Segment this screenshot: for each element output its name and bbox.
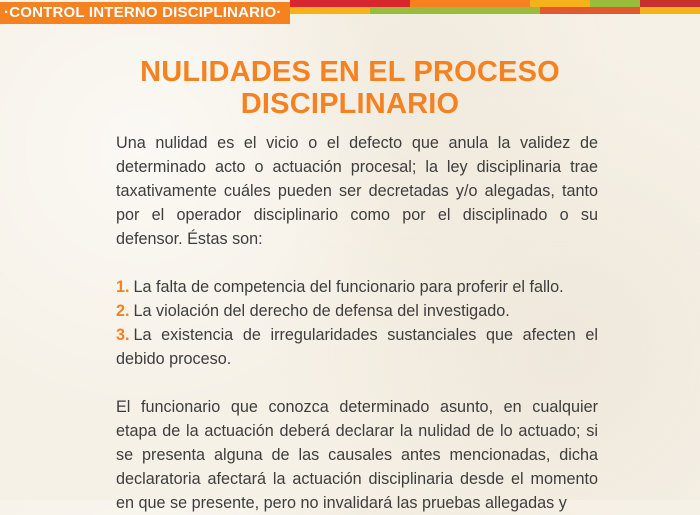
closing-paragraph: El funcionario que conozca determinado asunto, en cualquier etapa de la actuación deberá declarar la nulidad de lo actuado; si se presenta alguna de las causales antes mencionadas, dicha declaratoria afectará la actuación disciplinaria desde el momento en que se presente, pero no invalidará las pruebas allegadas y <box>116 398 598 512</box>
stripe-red <box>290 0 410 7</box>
list-text: La falta de competencia del funcionario para proferir el fallo. <box>133 278 564 296</box>
list-number: 2. <box>116 302 130 320</box>
list-number: 3. <box>116 326 130 344</box>
page-title <box>0 56 700 120</box>
spacer <box>116 251 598 275</box>
list-item <box>116 299 598 323</box>
stripe-red-2 <box>640 0 700 7</box>
stripe-orange-bottom <box>540 7 640 14</box>
intro-paragraph: Una nulidad es el vicio o el defecto que anula la validez de determinado acto o actuación procesal; la ley disciplinaria trae taxativamente cuáles pueden ser decretadas y/o alegadas, tanto por el operador disciplinario como por el disciplinado o su defensor. Éstas son: <box>116 134 598 248</box>
stripe-green-bottom <box>370 7 540 14</box>
stripe-yellow-bottom <box>290 7 370 14</box>
list-number: 1. <box>116 278 130 296</box>
list-item <box>116 275 598 299</box>
list-item <box>116 323 598 371</box>
stripe-orange <box>410 0 530 7</box>
list-text: La existencia de irregularidades sustanciales que afecten el debido proceso. <box>116 326 598 368</box>
section-label: ·CONTROL INTERNO DISCIPLINARIO· <box>0 2 290 24</box>
document-body <box>116 131 598 515</box>
list-text: La violación del derecho de defensa del investigado. <box>133 302 510 320</box>
spacer <box>116 371 598 395</box>
stripe-green <box>590 0 640 7</box>
title-line-1: NULIDADES EN EL PROCESO <box>140 56 560 88</box>
stripe-yellow <box>530 0 590 7</box>
stripe-yellow-bottom-2 <box>640 7 700 14</box>
title-line-2: DISCIPLINARIO <box>240 88 460 120</box>
